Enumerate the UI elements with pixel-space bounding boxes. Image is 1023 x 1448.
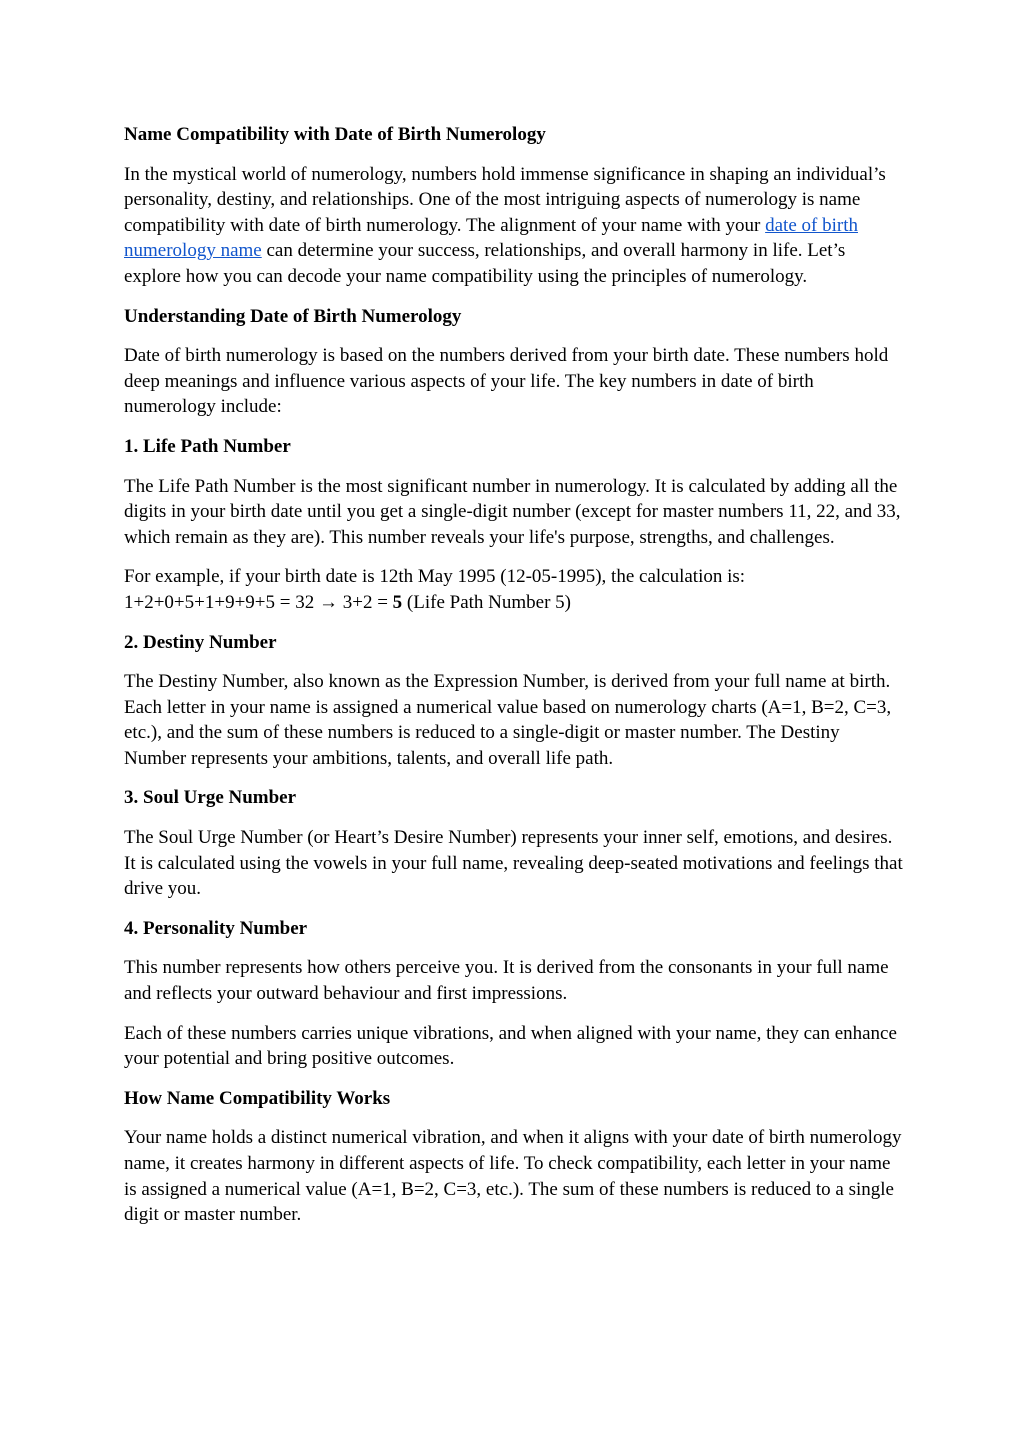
example-calculation: 1+2+0+5+1+9+9+5 = 32 → 3+2 = [124, 591, 393, 613]
document-title: Name Compatibility with Date of Birth Numerology [124, 124, 546, 145]
example-suffix: (Life Path Number 5) [402, 591, 571, 613]
intro-text-before: In the mystical world of numerology, numbers hold immense significance in shaping an individual’s personality, destiny, and relationships. One of the most intriguing aspects of numerology is name compatibility with date of birth numerology. The alignment of your name with your [124, 163, 886, 236]
section-text-how-works: Your name holds a distinct numerical vibration, and when it aligns with your date of birth numerology name, it creates harmony in different aspects of life. To check compatibility, each letter in your name is assigned a numerical value (A=1, B=2, C=3, etc.). The sum of these numbers is reduced to a single digit or master number. [124, 1127, 902, 1226]
heading-soul-urge: 3. Soul Urge Number [124, 787, 297, 809]
section-heading-how-works: How Name Compatibility Works [124, 1087, 391, 1109]
text-life-path: The Life Path Number is the most significant number in numerology. It is calculated by adding all the digits in your birth date until you get a single-digit number (except for master numbers 11, 22, and 33, which remain as they are). This number reveals your life's purpose, strengths, and challenges. [124, 475, 901, 548]
text-destiny: The Destiny Number, also known as the Expression Number, is derived from your full name at birth. Each letter in your name is assigned a numerical value based on numerology charts (A=1, B=2, C=3, etc.), and the sum of these numbers is reduced to a single-digit or master number. The Destiny Number represents your ambitions, talents, and overall life path. [124, 671, 892, 769]
life-path-example [124, 564, 904, 615]
example-result: 5 [392, 591, 403, 613]
example-intro: For example, if your birth date is 12th May 1995 (12-05-1995), the calculation is: [124, 566, 746, 588]
document-page [124, 122, 904, 1242]
section-text-understanding: Date of birth numerology is based on the numbers derived from your birth date. These numbers hold deep meanings and influence various aspects of your life. The key numbers in date of birth numerology include: [124, 345, 889, 418]
text-numbers-summary: Each of these numbers carries unique vibrations, and when aligned with your name, they can enhance your potential and bring positive outcomes. [124, 1022, 897, 1070]
heading-destiny: 2. Destiny Number [124, 631, 277, 653]
text-soul-urge: The Soul Urge Number (or Heart’s Desire Number) represents your inner self, emotions, and desires. It is calculated using the vowels in your full name, revealing deep-seated motivations and feelings that drive you. [124, 827, 903, 900]
heading-personality: 4. Personality Number [124, 917, 308, 939]
intro-paragraph [124, 162, 904, 290]
intro-text-after: can determine your success, relationships, and overall harmony in life. Let’s explore how you can decode your name compatibility using the principles of numerology. [124, 240, 846, 287]
numerology-name-link[interactable]: date of birth numerology name [124, 214, 858, 262]
section-heading-understanding: Understanding Date of Birth Numerology [124, 305, 462, 327]
heading-life-path: 1. Life Path Number [124, 435, 291, 457]
text-personality: This number represents how others perceive you. It is derived from the consonants in your full name and reflects your outward behaviour and first impressions. [124, 957, 889, 1005]
